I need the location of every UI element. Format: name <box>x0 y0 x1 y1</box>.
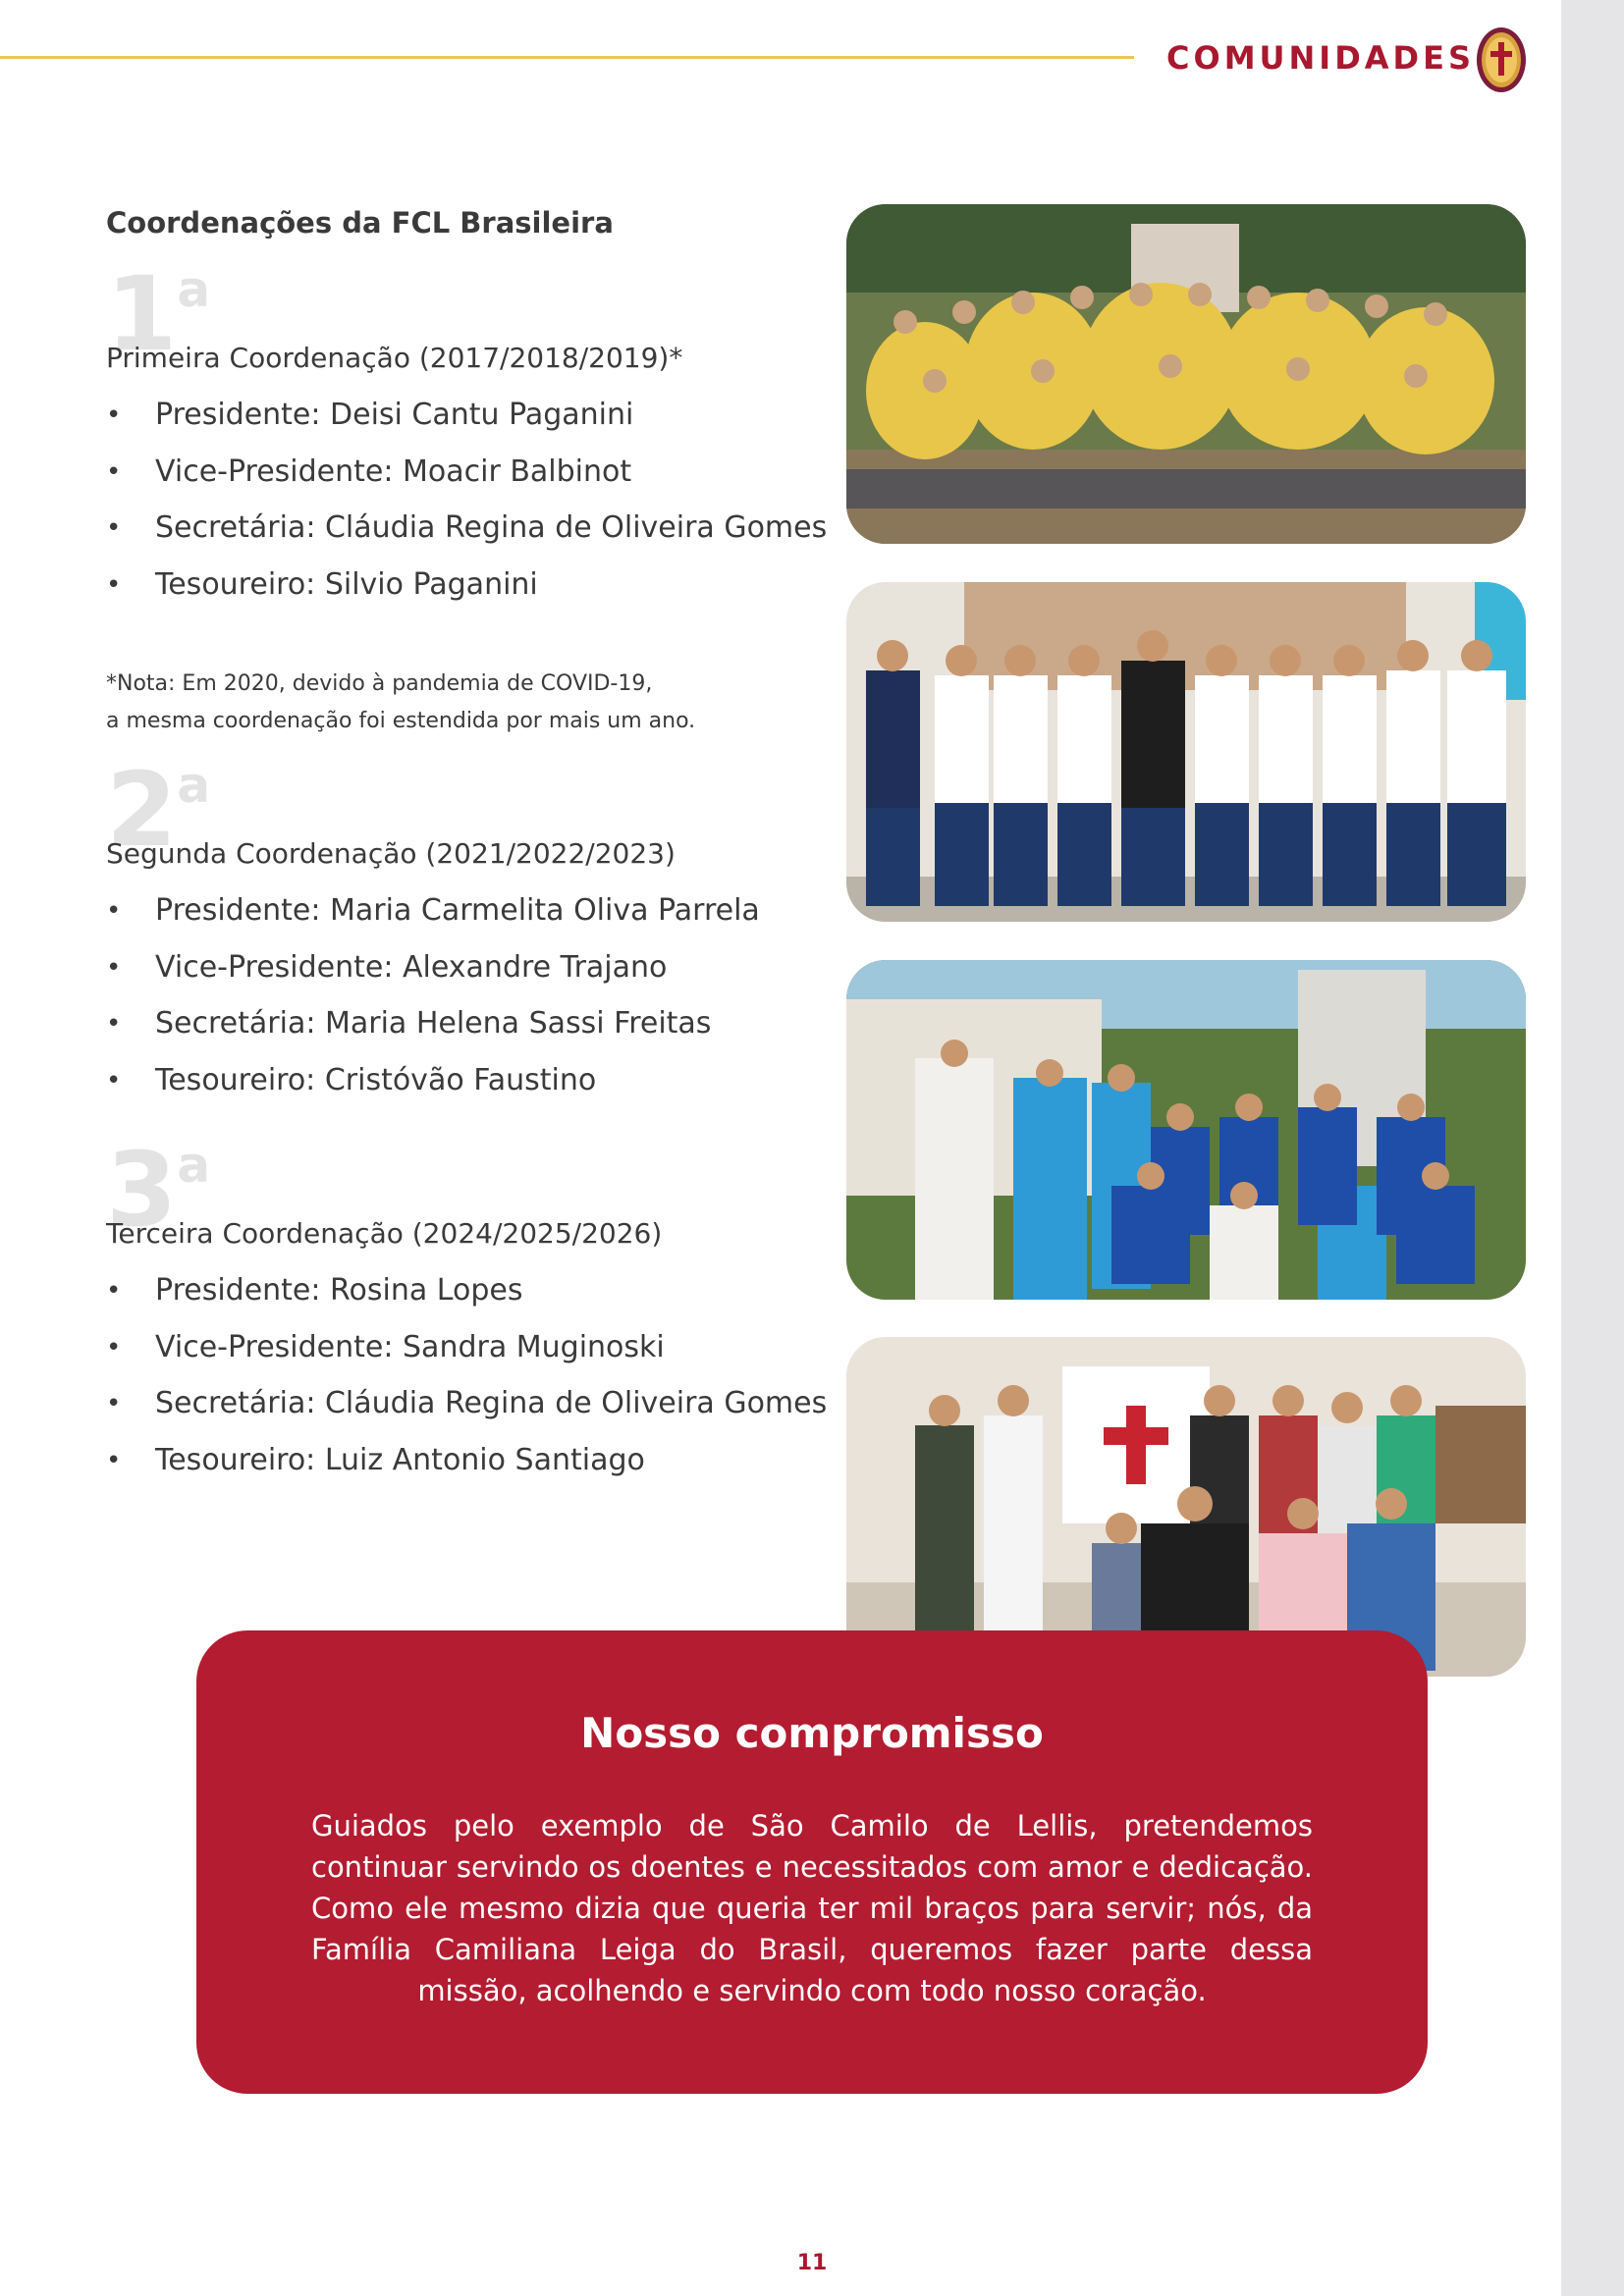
note <box>106 666 695 740</box>
list-item: • Secretária: Maria Helena Sassi Freitas <box>106 1004 760 1061</box>
cross-emblem-icon <box>1476 26 1527 94</box>
coordination-title: Primeira Coordenação (2017/2018/2019)* <box>106 342 683 374</box>
header-title: COMUNIDADES <box>1166 39 1475 77</box>
coordination-number: 3$^a$ <box>106 1130 211 1250</box>
list-item: • Vice-Presidente: Alexandre Trajano <box>106 948 760 1005</box>
section-heading: Coordenações da FCL Brasileira <box>106 206 614 240</box>
list-item: • Vice-Presidente: Moacir Balbinot <box>106 453 827 509</box>
list-item: • Secretária: Cláudia Regina de Oliveira Gomes <box>106 1384 827 1441</box>
list-item: • Secretária: Cláudia Regina de Oliveira Gomes <box>106 508 827 565</box>
note-line: a mesma coordenação foi estendida por mais um ano. <box>106 709 696 733</box>
member-list <box>106 1271 827 1497</box>
note-line: *Nota: Em 2020, devido à pandemia de COVID-19, <box>106 671 653 696</box>
page-number: 11 <box>796 2251 828 2275</box>
list-item: • Presidente: Maria Carmelita Oliva Parrela <box>106 891 760 948</box>
list-item: • Tesoureiro: Luiz Antonio Santiago <box>106 1441 827 1498</box>
list-item: • Tesoureiro: Cristóvão Faustino <box>106 1061 760 1118</box>
list-item: • Presidente: Deisi Cantu Paganini <box>106 396 827 453</box>
coordination-title: Terceira Coordenação (2024/2025/2026) <box>106 1217 663 1250</box>
list-item: • Vice-Presidente: Sandra Muginoski <box>106 1328 827 1385</box>
side-strip <box>1561 0 1624 2296</box>
group-photo-2 <box>846 582 1526 922</box>
member-list <box>106 396 827 621</box>
coordination-number: 2$^a$ <box>106 750 211 870</box>
commitment-title: Nosso compromisso <box>580 1709 1044 1757</box>
commitment-box <box>196 1630 1428 2094</box>
commitment-text: Guiados pelo exemplo de São Camilo de Lellis, pretendemos continuar servindo os doentes e necessitados com amor e dedicação. Como ele mesmo dizia que queria ter mil braços para servir; nós, da Família Camiliana Leiga do Brasil, queremos fazer parte dessa missão, acolhendo e servindo com todo nosso coração. <box>311 1809 1313 2007</box>
member-list <box>106 891 760 1117</box>
coordination-number: 1$^a$ <box>106 254 211 374</box>
list-item: • Tesoureiro: Silvio Paganini <box>106 565 827 622</box>
list-item: • Presidente: Rosina Lopes <box>106 1271 827 1328</box>
header-rule <box>0 56 1134 59</box>
group-photo-3 <box>846 960 1526 1300</box>
group-photo-4 <box>846 1337 1526 1677</box>
coordination-title: Segunda Coordenação (2021/2022/2023) <box>106 837 676 870</box>
group-photo-1 <box>846 204 1526 544</box>
